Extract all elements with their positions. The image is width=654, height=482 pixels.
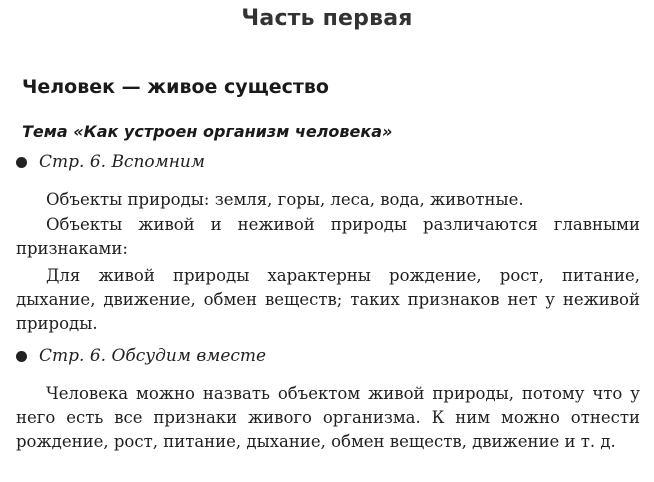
chapter-title: Человек — живое существо <box>22 76 329 98</box>
paragraph: Объекты природы: земля, горы, леса, вода, животные. <box>46 190 524 209</box>
paragraph: Для живой природы характерны рождение, рост, питание, дыхание, движение, обмен веществ; таких признаков нет у неживой природы. <box>16 266 640 333</box>
paragraph: Объекты живой и неживой природы различаются главными признаками: <box>16 215 640 258</box>
section-heading-discuss <box>16 346 266 366</box>
section-heading-label: Стр. 6. Вспомним <box>39 152 205 172</box>
topic-title: Тема «Как устроен организм человека» <box>22 122 393 141</box>
bullet-icon <box>16 157 27 168</box>
section-heading-label: Стр. 6. Обсудим вместе <box>39 346 267 366</box>
section-heading-remember <box>16 152 205 172</box>
bullet-icon <box>16 351 27 362</box>
part-title: Часть первая <box>241 6 413 31</box>
paragraph: Человека можно назвать объектом живой природы, потому что у него есть все признаки живого организма. К ним можно отнести рождение, рост, питание, дыхание, обмен веществ, движение и т. д. <box>16 384 640 451</box>
